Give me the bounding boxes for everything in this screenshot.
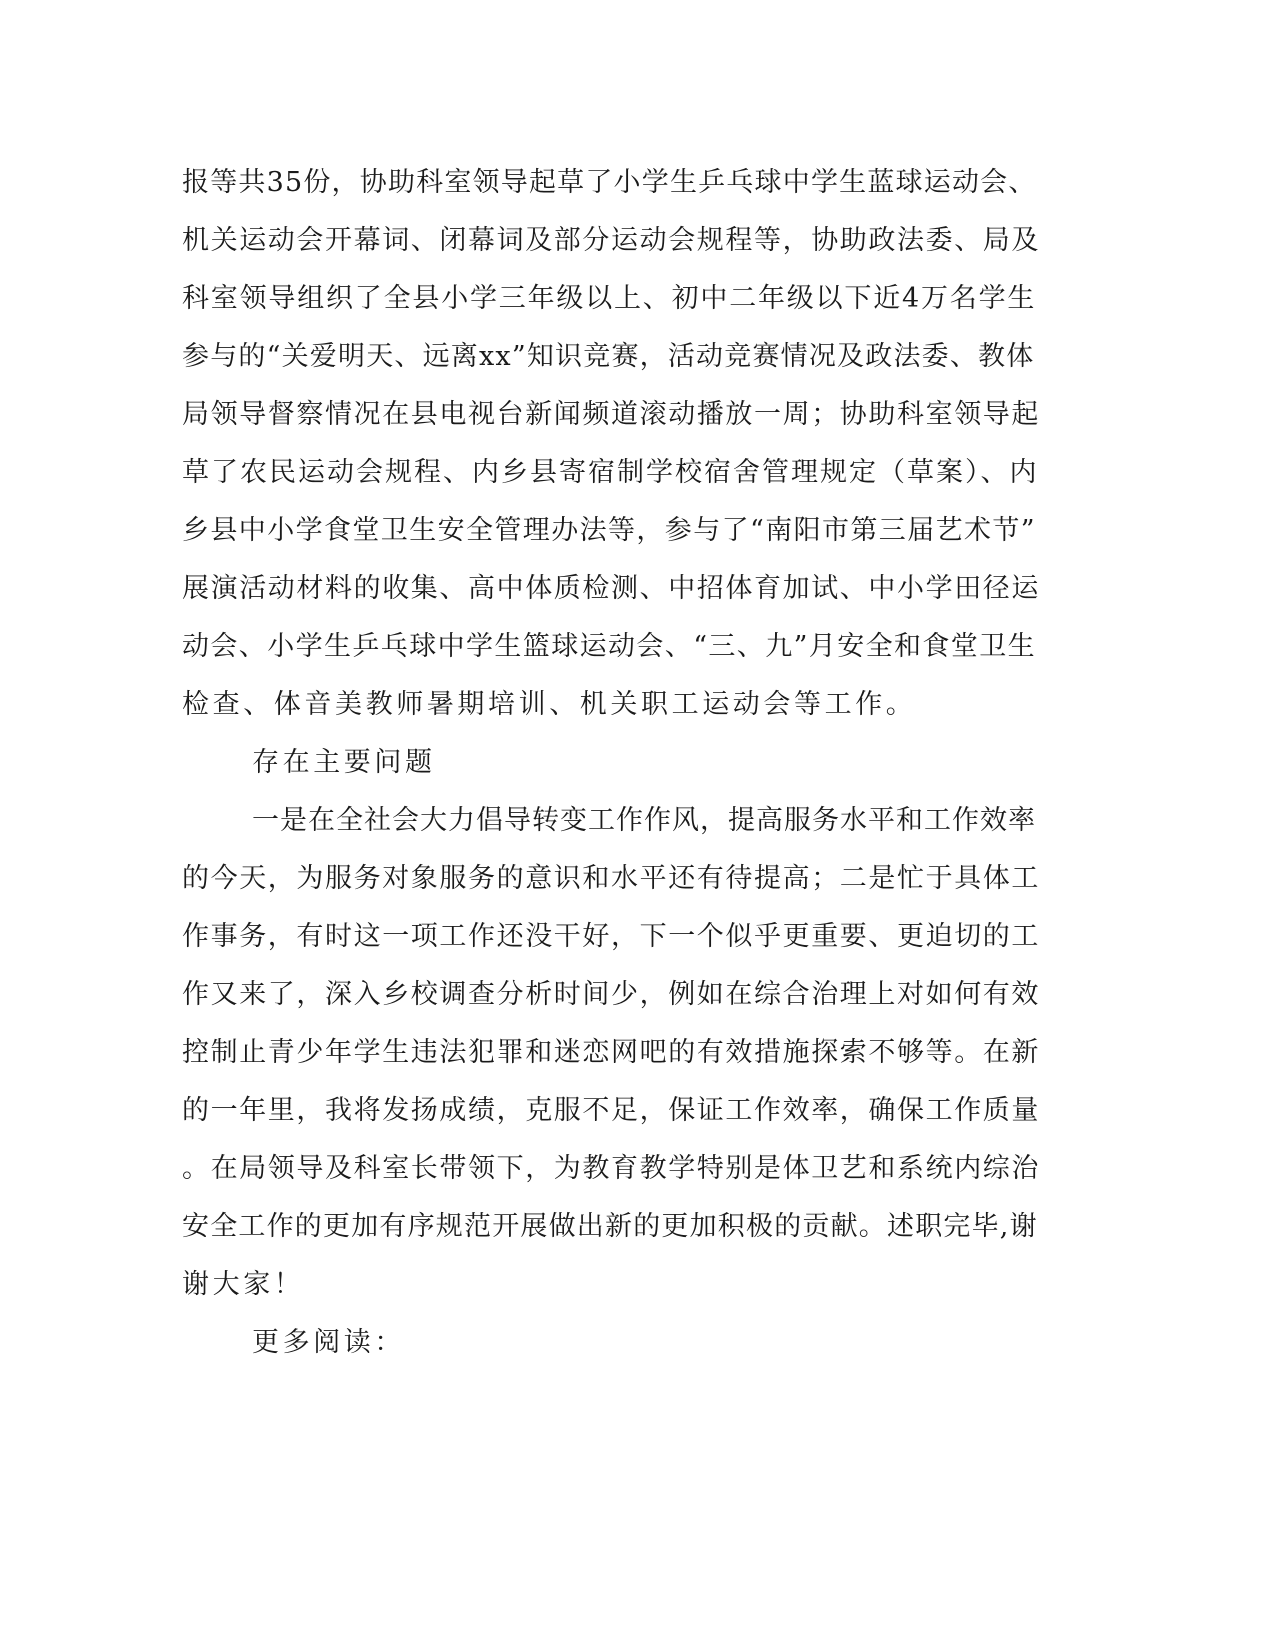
body-line-1: 报等共35份，协助科室领导起草了小学生乒乓球中学生蓝球运动会、 [182,167,1037,198]
more-reading-heading: 更多阅读： [252,1327,405,1358]
body-line-9: 动会、小学生乒乓球中学生篮球运动会、“三、九”月安全和食堂卫生 [182,631,1037,662]
body-line-15: 作又来了，深入乡校调查分析时间少，例如在综合治理上对如何有效 [182,979,1040,1010]
body-line-10: 检查、体音美教师暑期培训、机关职工运动会等工作。 [182,689,917,720]
body-line-19: 安全工作的更加有序规范开展做出新的更加积极的贡献。述职完毕,谢 [182,1211,1038,1242]
body-line-20: 谢大家！ [182,1269,305,1300]
body-line-16: 控制止青少年学生违法犯罪和迷恋网吧的有效措施探索不够等。在新 [182,1037,1040,1068]
body-line-5: 局领导督察情况在县电视台新闻频道滚动播放一周；协助科室领导起 [182,399,1040,430]
body-line-2: 机关运动会开幕词、闭幕词及部分运动会规程等，协助政法委、局及 [182,225,1040,256]
body-line-4: 参与的“关爱明天、远离xx”知识竞赛，活动竞赛情况及政法委、教体 [182,341,1035,372]
body-line-6: 草了农民运动会规程、内乡县寄宿制学校宿舍管理规定（草案）、内 [182,457,1039,488]
body-line-3: 科室领导组织了全县小学三年级以上、初中二年级以下近4万名学生 [182,283,1037,314]
body-line-8: 展演活动材料的收集、高中体质检测、中招体育加试、中小学田径运 [182,573,1040,604]
body-line-7: 乡县中小学食堂卫生安全管理办法等，参与了“南阳市第三届艺术节” [182,515,1037,546]
body-line-18: 。在局领导及科室长带领下，为教育教学特别是体卫艺和系统内综治 [182,1153,1040,1184]
body-line-17: 的一年里，我将发扬成绩，克服不足，保证工作效率，确保工作质量 [182,1095,1040,1126]
body-line-12: 一是在全社会大力倡导转变工作作风，提高服务水平和工作效率 [252,805,1036,836]
body-line-14: 作事务，有时这一项工作还没干好，下一个似乎更重要、更迫切的工 [182,921,1040,952]
body-line-13: 的今天，为服务对象服务的意识和水平还有待提高；二是忙于具体工 [182,863,1040,894]
section-heading: 存在主要问题 [252,747,436,778]
